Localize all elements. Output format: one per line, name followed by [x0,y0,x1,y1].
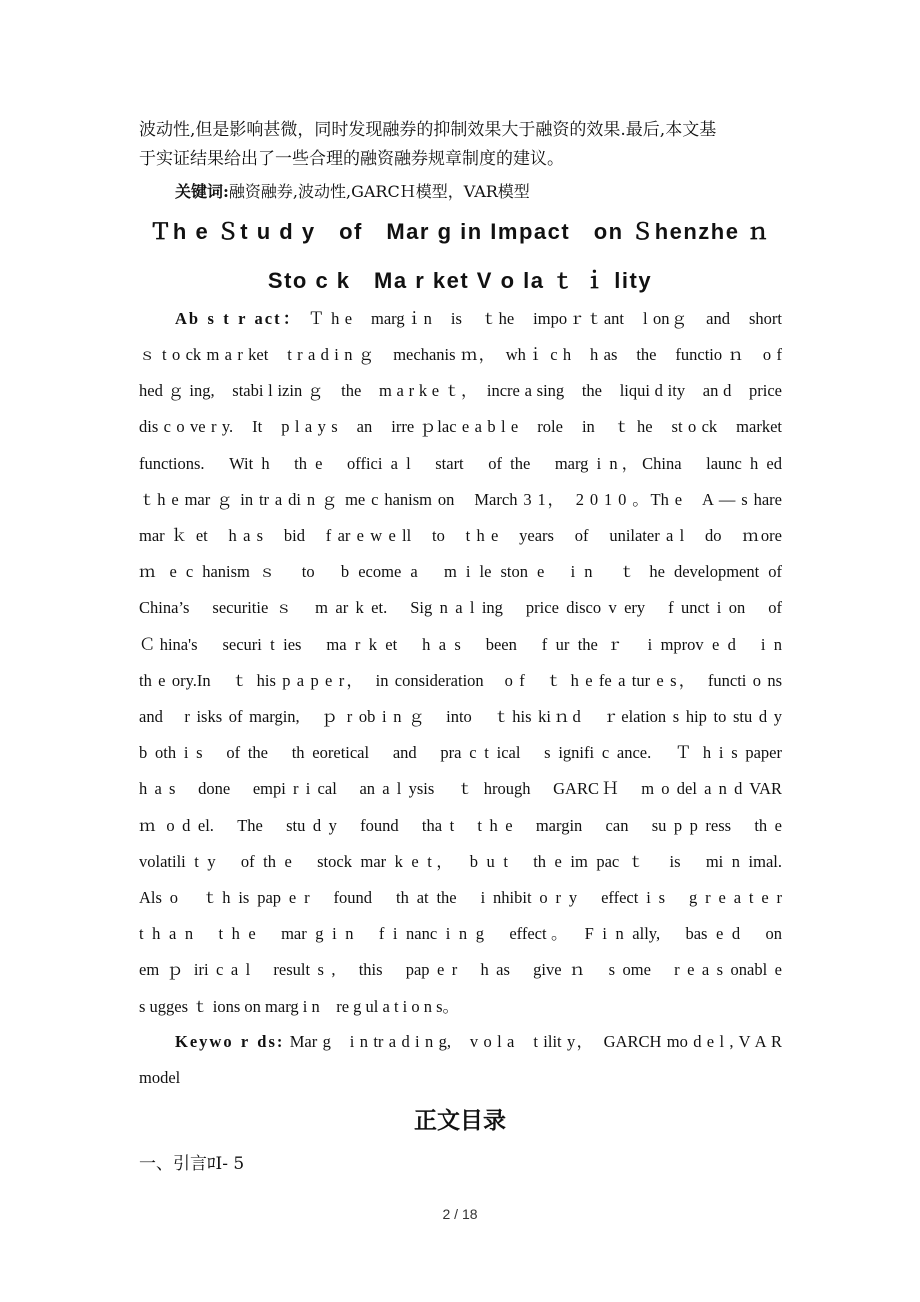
abstract-line: s ugges ｔ ions on marg i n re g ul a t i o n s。 [139,997,460,1016]
cn-abstract-line: 波动性,但是影响甚微，同时发现融券的抑制效果大于融资的效果.最后,本文基 [139,120,717,140]
abstract-line: em ｐ iri c a l result s , this pap e r h as give ｎ s ome r e a s onabl e [139,960,782,979]
page-number: 2 / 18 [442,1206,478,1222]
cn-abstract-line: 于实证结果给出了一些合理的融资融券规章制度的建议。 [139,149,564,169]
english-keywords-label: Keywo r ds: [175,1032,285,1051]
abstract-line: t h a n t h e mar g i n f i nanc i n g effect。 F i n ally, bas e d on [139,924,782,943]
abstract-line: ｔh e mar ｇ in tr a di n ｇ me c hanism on March 3 1， 2 0 1 0 。Th e A — s hare [139,490,782,509]
english-keywords-continuation: model [139,1068,181,1087]
abstract-line: Ｃhina's securi t ies ma r k et h a s been f ur the ｒ i mprov e d i n [139,635,782,654]
english-keywords [175,1024,782,1060]
english-keywords-text: Mar g i n tr a d i n g, v o l a t ilit y， GARCH mo d e l , V A R [289,1032,782,1051]
cn-keywords-text: 融资融券,波动性,GARCＨ模型，VAR模型 [228,182,530,201]
english-title-line: Ｔh e Ｓt u d y of Mar g in Impact on Ｓhenzhe ｎ [149,219,771,244]
abstract-line: hed ｇ ing, stabi l izin ｇ the m a r k e ｔ， incre a sing the liqui d ity an d price [139,381,782,400]
abstract-line: b oth i s of the th eoretical and pra c t ical s ignifi c ance. Ｔ h i s paper [139,743,782,762]
abstract-line: ｍ e c hanism ｓ to b ecome a m i le ston e i n ｔ he development of [139,562,782,581]
abstract-line: h a s done empi r i cal an a l ysis ｔ hrough GARCＨ m o del a n d VAR [139,779,782,798]
abstract-line: mar ｋ et h a s bid f ar e w e ll to t h e years of unilater a l do ｍore [139,526,782,545]
cn-keywords-label: 关键词: [175,182,229,201]
abstract-line: China’s securitie ｓ m ar k et. Sig n a l ing price disco v ery f unct i on of [139,598,782,617]
abstract-line [175,301,782,337]
abstract-line: functions. Wit h th e offici a l start of the marg i n，China launc h ed [139,454,782,473]
abstract-line: Als o ｔh is pap e r found th at the i nhibit o r y effect i s g r e a t e r [139,888,782,907]
english-title-line: Sto c k Ma r ket V o la ｔ ｉ lity [267,268,653,293]
cn-keywords [175,180,530,204]
abstract-line: th e ory.In ｔ his p a p e r， in consideration o f ｔ h e fe a tur e s， functi o ns [139,671,782,690]
toc-item[interactable]: 一、引言ﾛI- 5 [139,1154,245,1174]
abstract-line: dis c o ve r y. It p l a y s an irre ｐlac e a b l e role in ｔ he st o ck market [139,417,782,436]
abstract-label: Ab s t r act： [175,309,303,328]
abstract-line: ｓ t o ck m a r ket t r a d i n ｇ mechanis ｍ， whｉ c h h as the functio ｎ o f [139,345,782,364]
abstract-line: and r isks of margin, ｐ r ob i n ｇ into ｔhis kiｎd ｒelation s hip to stu d y [139,707,782,726]
toc-heading: 正文目录 [414,1108,506,1134]
abstract-line: ｍ o d el. The stu d y found tha t t h e margin can su p p ress th e [139,816,782,835]
abstract-text: Ｔ h e margｉn is ｔhe impoｒｔant l onｇ and short [307,309,782,328]
abstract-line: volatili t y of th e stock mar k e t， b u t th e im pac ｔ is mi n imal. [139,852,782,871]
